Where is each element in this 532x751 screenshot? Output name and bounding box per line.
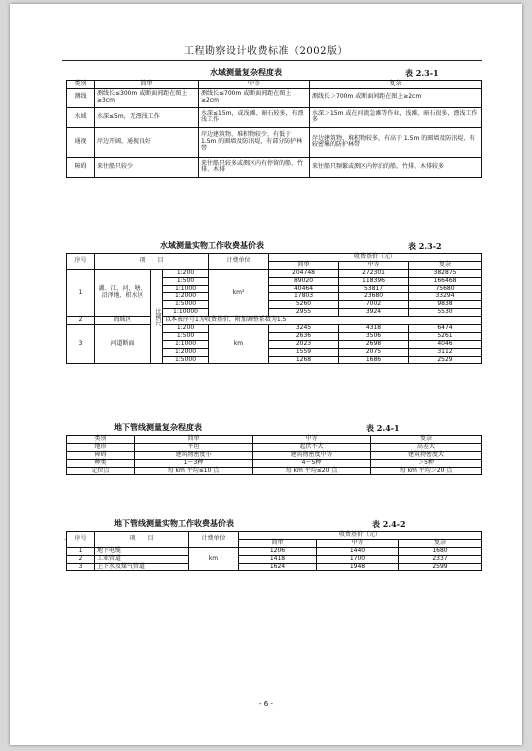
table-row xyxy=(67,547,482,555)
table-cell: 建筑物密度大 xyxy=(371,451,482,459)
table-row xyxy=(67,563,482,571)
document-page xyxy=(10,4,522,745)
table-cell: 来往船只较少 xyxy=(95,157,199,177)
table-2-4-1-number: 表 2.4-1 xyxy=(366,423,400,433)
value-cell: 6474 xyxy=(409,325,482,333)
item-cell: 海域区 xyxy=(95,317,151,325)
value-cell: 1700 xyxy=(317,555,399,563)
value-cell: 2698 xyxy=(339,340,409,348)
category-cell: 水域 xyxy=(67,107,95,127)
value-cell: 1686 xyxy=(339,356,409,364)
table-cell: 岸边开阔，通视良好 xyxy=(95,127,199,157)
value-cell: 1206 xyxy=(239,547,317,555)
table-cell: 来往船只频繁或测区内停泊的船、竹排、木排较多 xyxy=(310,157,482,177)
table-cell: 岸边建筑物、堆积物较少，有低于 1.5m 的圈墙及防汛堤，有部分防护林带 xyxy=(199,127,310,157)
scale-cell: 1:10000 xyxy=(163,309,209,317)
value-cell: 5530 xyxy=(409,309,482,317)
table-2-3-1 xyxy=(66,80,482,178)
value-cell: 33294 xyxy=(409,293,482,301)
scale-cell: 1:200 xyxy=(163,325,209,333)
table-row xyxy=(67,88,482,107)
value-cell: 75680 xyxy=(409,285,482,293)
value-cell: 89020 xyxy=(269,277,339,285)
value-cell: 4318 xyxy=(339,325,409,333)
table-cell: 高差大 xyxy=(371,443,482,451)
table-cell: 测线长≤300m 或断面间距在图上≥3cm xyxy=(95,88,199,107)
category-cell: 测线 xyxy=(67,88,95,107)
value-cell: 1559 xyxy=(269,348,339,356)
col-header: 中等 xyxy=(253,436,371,444)
table-row xyxy=(67,157,482,177)
item-cell: 湖、江、河、塘、沼泽地、积水区 xyxy=(95,269,151,316)
value-cell: 23680 xyxy=(339,293,409,301)
col-header: 收费基价（元） xyxy=(269,254,482,262)
col-header: 复杂 xyxy=(399,539,482,547)
col-header: 序号 xyxy=(67,254,95,270)
col-header: 序号 xyxy=(67,532,95,548)
table-2-4-2-number: 表 2.4-2 xyxy=(372,519,406,529)
table-row xyxy=(67,467,482,475)
col-header: 简单 xyxy=(239,539,317,547)
value-cell: 2636 xyxy=(269,332,339,340)
category-cell: 障碍 xyxy=(67,451,135,459)
value-cell: 2023 xyxy=(269,340,339,348)
table-cell: 平坦 xyxy=(135,443,253,451)
scale-cell: 1:1000 xyxy=(163,285,209,293)
table-cell: 每 km 平均≤10 点 xyxy=(135,467,253,475)
value-cell: 9838 xyxy=(409,301,482,309)
col-header: 计费单位 xyxy=(209,254,269,270)
running-header: 工程勘察设计收费标准（2002版） xyxy=(184,46,348,57)
value-cell: 1680 xyxy=(399,547,482,555)
value-cell: 118396 xyxy=(339,277,409,285)
value-cell: 3924 xyxy=(339,309,409,317)
scale-cell: 1:200 xyxy=(163,269,209,277)
item-cell: 上下水及煤气管道 xyxy=(95,563,189,571)
table-2-4-1 xyxy=(66,435,482,475)
table-cell: 4～5种 xyxy=(253,459,371,467)
table-2-3-2 xyxy=(66,253,482,364)
scale-label: 比例尺 xyxy=(151,269,163,364)
table-2-3-1-caption: 水域测量复杂程度表 xyxy=(210,67,282,77)
seq-cell: 1 xyxy=(67,269,95,316)
value-cell: 3506 xyxy=(339,332,409,340)
col-header: 中等 xyxy=(199,81,310,89)
value-cell: 204748 xyxy=(269,269,339,277)
scale-cell: 1:5000 xyxy=(163,356,209,364)
value-cell: 382875 xyxy=(409,269,482,277)
seq-cell: 3 xyxy=(67,325,95,364)
table-cell: 每 km 平均＞20 点 xyxy=(371,467,482,475)
table-2-4-2-caption: 地下管线测量实物工作收费基价表 xyxy=(114,518,234,528)
table-cell: 水深≤15m，或浅滩、暗石较多，有漂浅工作 xyxy=(199,107,310,127)
col-header: 复杂 xyxy=(310,81,482,89)
value-cell: 7002 xyxy=(339,301,409,309)
col-header: 复杂 xyxy=(409,261,482,269)
table-2-3-2-caption: 水域测量实物工作收费基价表 xyxy=(160,240,264,250)
table-header-row xyxy=(67,254,482,262)
value-cell: 1624 xyxy=(239,563,317,571)
value-cell: 3112 xyxy=(409,348,482,356)
page-number: - 6 - xyxy=(259,700,273,708)
value-cell: 5261 xyxy=(409,332,482,340)
category-cell: 通视 xyxy=(67,127,95,157)
value-cell: 2529 xyxy=(409,356,482,364)
value-cell: 1268 xyxy=(269,356,339,364)
scale-cell: 1:2000 xyxy=(163,293,209,301)
value-cell: 1440 xyxy=(317,547,399,555)
col-header: 简单 xyxy=(269,261,339,269)
value-cell: 1418 xyxy=(239,555,317,563)
value-cell: 53817 xyxy=(339,285,409,293)
scale-cell: 1:1000 xyxy=(163,340,209,348)
value-cell: 17803 xyxy=(269,293,339,301)
table-row xyxy=(67,317,482,325)
table-cell: 1～3种 xyxy=(135,459,253,467)
unit-cell: km xyxy=(209,325,269,364)
col-header: 中等 xyxy=(317,539,399,547)
table-cell: ＞5种 xyxy=(371,459,482,467)
table-row xyxy=(67,325,482,333)
col-header: 简单 xyxy=(135,436,253,444)
table-cell: 水深＞15m 或在河流急滩等作业，浅滩、暗石很多，漂浅工作多 xyxy=(310,107,482,127)
table-2-4-2 xyxy=(66,531,482,571)
category-cell: 定位点 xyxy=(67,467,135,475)
value-cell: 40464 xyxy=(269,285,339,293)
scale-cell: 1:500 xyxy=(163,332,209,340)
item-cell: 地下电缆 xyxy=(95,547,189,555)
item-cell: 工业管道 xyxy=(95,555,189,563)
value-cell: 4046 xyxy=(409,340,482,348)
table-cell: 建筑物密度小 xyxy=(135,451,253,459)
table-row xyxy=(67,555,482,563)
col-header: 类别 xyxy=(67,436,135,444)
note-cell: 以本表序号1为收费基价，附加调整系数为1.5 xyxy=(163,317,482,325)
table-cell: 每 km 平均≤20 点 xyxy=(253,467,371,475)
item-cell: 河道断面 xyxy=(95,325,151,364)
table-row xyxy=(67,459,482,467)
category-cell: 障碍 xyxy=(67,157,95,177)
unit-cell: km xyxy=(189,547,239,571)
scale-cell: 1:5000 xyxy=(163,301,209,309)
table-2-3-1-number: 表 2.3-1 xyxy=(405,68,439,78)
table-header-row xyxy=(67,81,482,89)
seq-cell: 3 xyxy=(67,563,95,571)
value-cell: 5260 xyxy=(269,301,339,309)
col-header: 项 目 xyxy=(95,254,209,270)
table-row xyxy=(67,107,482,127)
table-row xyxy=(67,269,482,277)
value-cell: 3245 xyxy=(269,325,339,333)
unit-cell: km² xyxy=(209,269,269,316)
category-cell: 地形 xyxy=(67,443,135,451)
seq-cell: 2 xyxy=(67,317,95,325)
table-row xyxy=(67,451,482,459)
col-header: 中等 xyxy=(339,261,409,269)
table-2-3-2-number: 表 2.3-2 xyxy=(408,241,442,251)
table-cell: 岸边建筑物、堆积物较多，有高于 1.5m 的圈墙及防汛堤，有较密集的防护林带 xyxy=(310,127,482,157)
value-cell: 2599 xyxy=(399,563,482,571)
value-cell: 2955 xyxy=(269,309,339,317)
table-row xyxy=(67,127,482,157)
value-cell: 1948 xyxy=(317,563,399,571)
table-2-4-1-caption: 地下管线测量复杂程度表 xyxy=(114,422,202,432)
col-header: 复杂 xyxy=(371,436,482,444)
col-header: 类别 xyxy=(67,81,95,89)
table-cell: 来往船只较多或测区内有停留的船、竹排、木排 xyxy=(199,157,310,177)
value-cell: 2337 xyxy=(399,555,482,563)
value-cell: 166468 xyxy=(409,277,482,285)
table-cell: 测线长＞700m 或断面间距在图上≥2cm xyxy=(310,88,482,107)
scale-cell: 1:2000 xyxy=(163,348,209,356)
table-cell: 起伏不大 xyxy=(253,443,371,451)
header-rule xyxy=(62,60,482,61)
scale-cell: 1:500 xyxy=(163,277,209,285)
stray-mark: · xyxy=(64,536,67,544)
col-header: 项 目 xyxy=(95,532,189,548)
col-header: 简单 xyxy=(95,81,199,89)
col-header: 收费基价（元） xyxy=(239,532,482,540)
table-cell: 建筑物密度中等 xyxy=(253,451,371,459)
seq-cell: 2 xyxy=(67,555,95,563)
table-cell: 测线长≤700m 或断面间距在图上≥2cm xyxy=(199,88,310,107)
seq-cell: 1 xyxy=(67,547,95,555)
category-cell: 种类 xyxy=(67,459,135,467)
value-cell: 272301 xyxy=(339,269,409,277)
value-cell: 2075 xyxy=(339,348,409,356)
col-header: 计费单位 xyxy=(189,532,239,548)
table-cell: 水深≤5m，无漂浅工作 xyxy=(95,107,199,127)
